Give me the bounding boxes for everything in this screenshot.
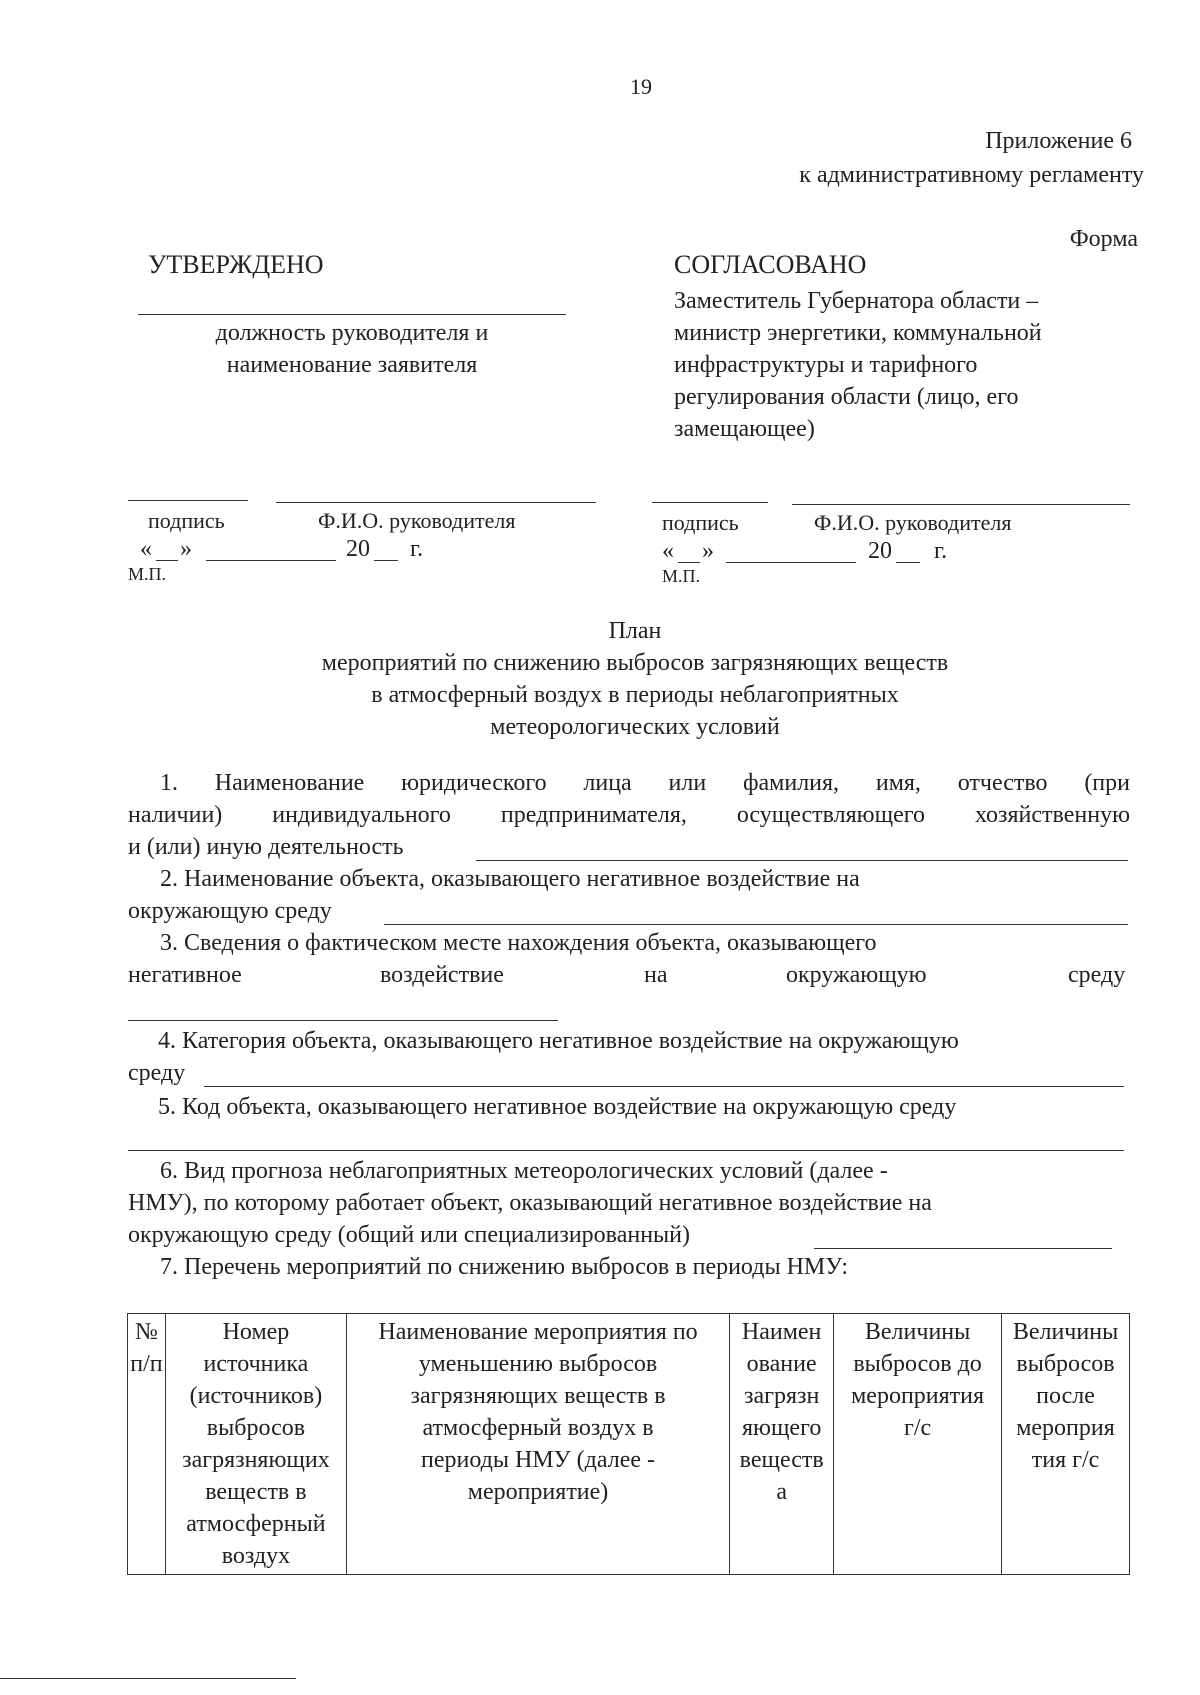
approved-fio-label: Ф.И.О. руководителя (318, 508, 516, 533)
header-emissions-after: Величины выбросов после мероприя тия г/с (1002, 1314, 1130, 1575)
item-6-line1: 6. Вид прогноза неблагоприятных метеорологических условий (далее - (160, 1158, 888, 1184)
item-3-word5: среду (1068, 962, 1126, 988)
agreed-title: СОГЛАСОВАНО (674, 250, 867, 279)
item-3-line1: 3. Сведения о фактическом месте нахождения объекта, оказывающего (160, 930, 877, 956)
approved-position-line (138, 314, 566, 315)
item-5-fill-line[interactable] (128, 1150, 1124, 1151)
approved-date-close: » (180, 536, 192, 562)
agreed-signature-line (652, 502, 768, 503)
plan-title-line4: метеорологических условий (490, 714, 780, 740)
item-4-fill-line[interactable] (204, 1086, 1124, 1087)
form-label: Форма (1069, 226, 1138, 252)
item-3-word1: негативное (128, 962, 242, 988)
agreed-year-prefix: 20 (868, 538, 892, 564)
header-measure-name: Наименование мероприятия по уменьшению выбросов загрязняющих веществ в атмосферный воздух в периоды НМУ (далее - мероприятие) (346, 1314, 729, 1575)
header-pollutant-name: Наимен ование загрязн яющего веществ а (730, 1314, 834, 1575)
item-1-line2: наличии) индивидуального предпринимателя, осуществляющего хозяйственную (128, 802, 1130, 828)
approved-title: УТВЕРЖДЕНО (148, 250, 324, 279)
item-1-line3: и (или) иную деятельность (128, 834, 404, 860)
agreed-fio-line (792, 504, 1130, 505)
approved-signature-line (128, 500, 248, 501)
item-3-word4: окружающую (786, 962, 927, 988)
agreed-line1: Заместитель Губернатора области – (674, 288, 1039, 314)
agreed-stamp: М.П. (662, 566, 701, 586)
agreed-line5: замещающее) (674, 416, 815, 442)
header-emissions-before: Величины выбросов до мероприятия г/с (834, 1314, 1002, 1575)
table-header-row (128, 1314, 1130, 1575)
item-1-fill-line[interactable] (476, 860, 1128, 861)
agreed-day-line (678, 562, 700, 563)
item-3-word2: воздействие (380, 962, 504, 988)
header-number: № п/п (128, 1314, 166, 1575)
item-4-line2: среду (128, 1060, 186, 1086)
plan-title-line1: План (608, 618, 662, 644)
approved-stamp: М.П. (128, 564, 167, 584)
approved-fio-line (276, 502, 596, 503)
approved-signature-label: подпись (148, 508, 225, 533)
approved-date-open: « (140, 536, 152, 562)
item-1-line1: 1. Наименование юридического лица или фамилия, имя, отчество (при (160, 770, 1130, 796)
approved-year-line (374, 560, 398, 561)
appendix-title: Приложение 6 (985, 128, 1132, 154)
agreed-month-line (726, 562, 856, 563)
item-7-line1: 7. Перечень мероприятий по снижению выбросов в периоды НМУ: (160, 1254, 848, 1280)
item-3-fill-line[interactable] (128, 1020, 558, 1021)
item-2-line1: 2. Наименование объекта, оказывающего негативное воздействие на (160, 866, 860, 892)
approved-caption-line1: должность руководителя и (215, 320, 489, 346)
item-2-fill-line[interactable] (384, 924, 1128, 925)
page-number: 19 (630, 74, 652, 99)
item-3-word3: на (644, 962, 668, 988)
approved-year-suffix: г. (410, 536, 424, 562)
agreed-line2: министр энергетики, коммунальной (674, 320, 1042, 346)
item-5-line1: 5. Код объекта, оказывающего негативное воздействие на окружающую среду (158, 1094, 957, 1120)
header-source-number: Номер источника (источников) выбросов загрязняющих веществ в атмосферный воздух (165, 1314, 346, 1575)
approved-year-prefix: 20 (346, 536, 370, 562)
plan-title-line2: мероприятий по снижению выбросов загрязняющих веществ (321, 650, 949, 676)
measures-table (127, 1313, 1130, 1575)
item-6-line2: НМУ), по которому работает объект, оказывающий негативное воздействие на (128, 1190, 932, 1216)
item-6-line3: окружающую среду (общий или специализированный) (128, 1222, 690, 1248)
agreed-signature-label: подпись (662, 510, 739, 535)
agreed-line4: регулирования области (лицо, его (674, 384, 1019, 410)
approved-caption-line2: наименование заявителя (226, 352, 478, 378)
agreed-year-suffix: г. (934, 538, 948, 564)
plan-title-line3: в атмосферный воздух в периоды неблагоприятных (371, 682, 899, 708)
agreed-date-close: » (702, 538, 714, 564)
item-6-fill-line[interactable] (814, 1248, 1112, 1249)
item-2-line2: окружающую среду (128, 898, 332, 924)
footnote-rule (0, 1678, 296, 1679)
agreed-fio-label: Ф.И.О. руководителя (814, 510, 1012, 535)
appendix-subtitle: к административному регламенту (799, 162, 1144, 188)
agreed-line3: инфраструктуры и тарифного (674, 352, 978, 378)
approved-month-line (206, 560, 336, 561)
item-4-line1: 4. Категория объекта, оказывающего негативное воздействие на окружающую (158, 1028, 959, 1054)
agreed-date-open: « (662, 538, 674, 564)
approved-day-line (156, 560, 178, 561)
agreed-year-line (896, 562, 920, 563)
